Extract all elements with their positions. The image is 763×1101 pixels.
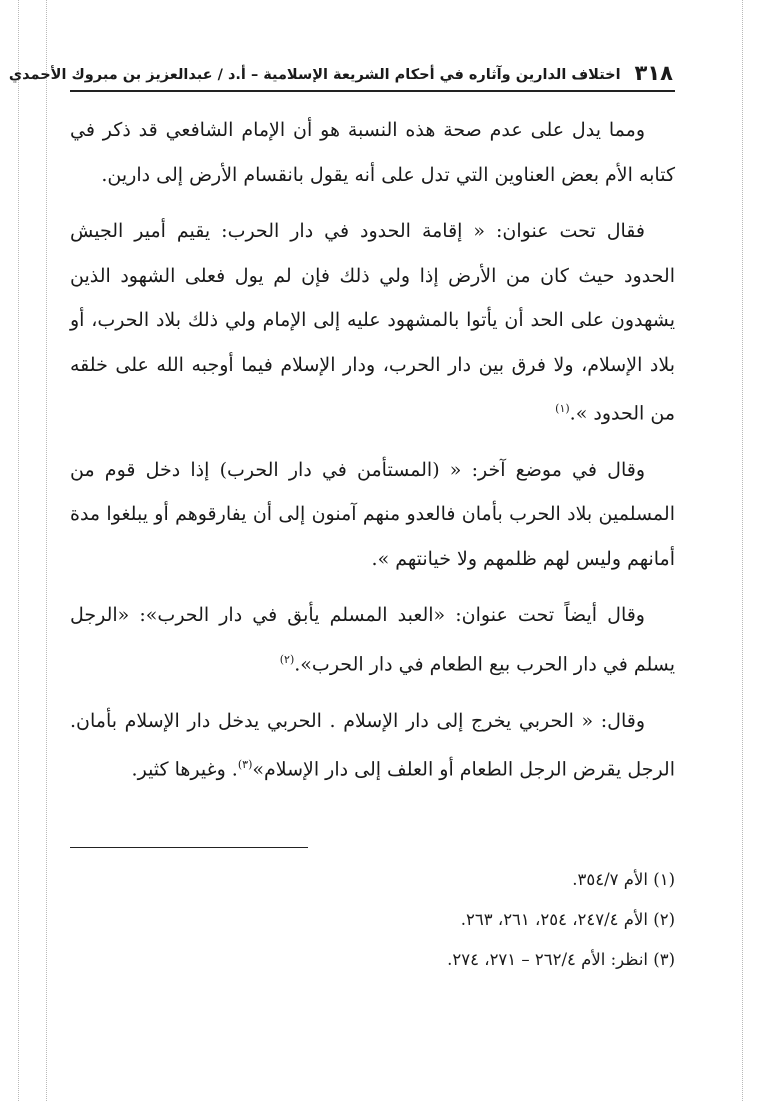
paragraph-text: ومما يدل على عدم صحة هذه النسبة هو أن الإمام الشافعي قد ذكر في كتابه الأم بعض العناوين التي تدل على أنه يقول بانقسام الأرض إلى دارين. [70,119,675,186]
paragraph [70,108,675,197]
running-title: اختلاف الدارين وآثاره في أحكام الشريعة الإسلامية – أ.د / عبدالعزيز بن مبروك الأحمدي [8,67,621,83]
footnote-ref: (٣) [237,758,253,772]
footnote-separator [70,847,308,848]
paragraph [70,593,675,686]
book-page [8,60,675,980]
scan-margin-line [18,0,19,1101]
footnote-ref: (١) [555,402,570,415]
footnotes [70,860,675,980]
paragraph [70,699,675,792]
paragraph [70,448,675,582]
page-header [8,60,675,92]
scan-margin-line [742,0,743,1101]
paragraph [70,209,675,436]
footnote: (١) الأم ٣٥٤/٧. [572,869,675,889]
scan-margin-line [46,0,47,1101]
paragraph-text: وقال: « الحربي يخرج إلى دار الإسلام . الحربي يدخل دار الإسلام بأمان. الرجل يقرض الرجل الطعام أو العلف إلى دار الإسلام» [70,709,675,781]
paragraph-text: . وغيرها كثير. [131,758,238,781]
footnote: (٢) الأم ٢٤٧/٤، ٢٥٤، ٢٦١، ٢٦٣. [460,909,675,929]
footnote-ref: (٢) [279,652,295,666]
footnote: (٣) انظر: الأم ٢٦٢/٤ – ٢٧١، ٢٧٤. [447,949,675,969]
paragraph-text: فقال تحت عنوان: « إقامة الحدود في دار الحرب: يقيم أمير الجيش الحدود حيث كان من الأرض إذا ولي ذلك فإن لم يول فعلى الشهود الذين يشهدون على الحد أن يأتوا بالمشهود عليه إلى الإمام ولي ذلك بلاد الحرب، أو بلاد الإسلام، ولا فرق بين دار الحرب، ودار الإسلام فيما أوجبه الله على خلقه من الحدود ». [70,220,675,425]
body-text [70,108,675,792]
paragraph-text: وقال أيضاً تحت عنوان: «العبد المسلم يأبق في دار الحرب»: «الرجل يسلم في دار الحرب بيع الطعام في دار الحرب». [70,604,675,676]
paragraph-text: وقال في موضع آخر: « (المستأمن في دار الحرب) إذا دخل قوم من المسلمين بلاد الحرب بأمان فالعدو منهم آمنون إلى أن يفارقوهم أو يبلغوا مدة أمانهم وليس لهم ظلمهم ولا خيانتهم ». [70,458,675,570]
page-number: ٣١٨ [634,61,673,85]
